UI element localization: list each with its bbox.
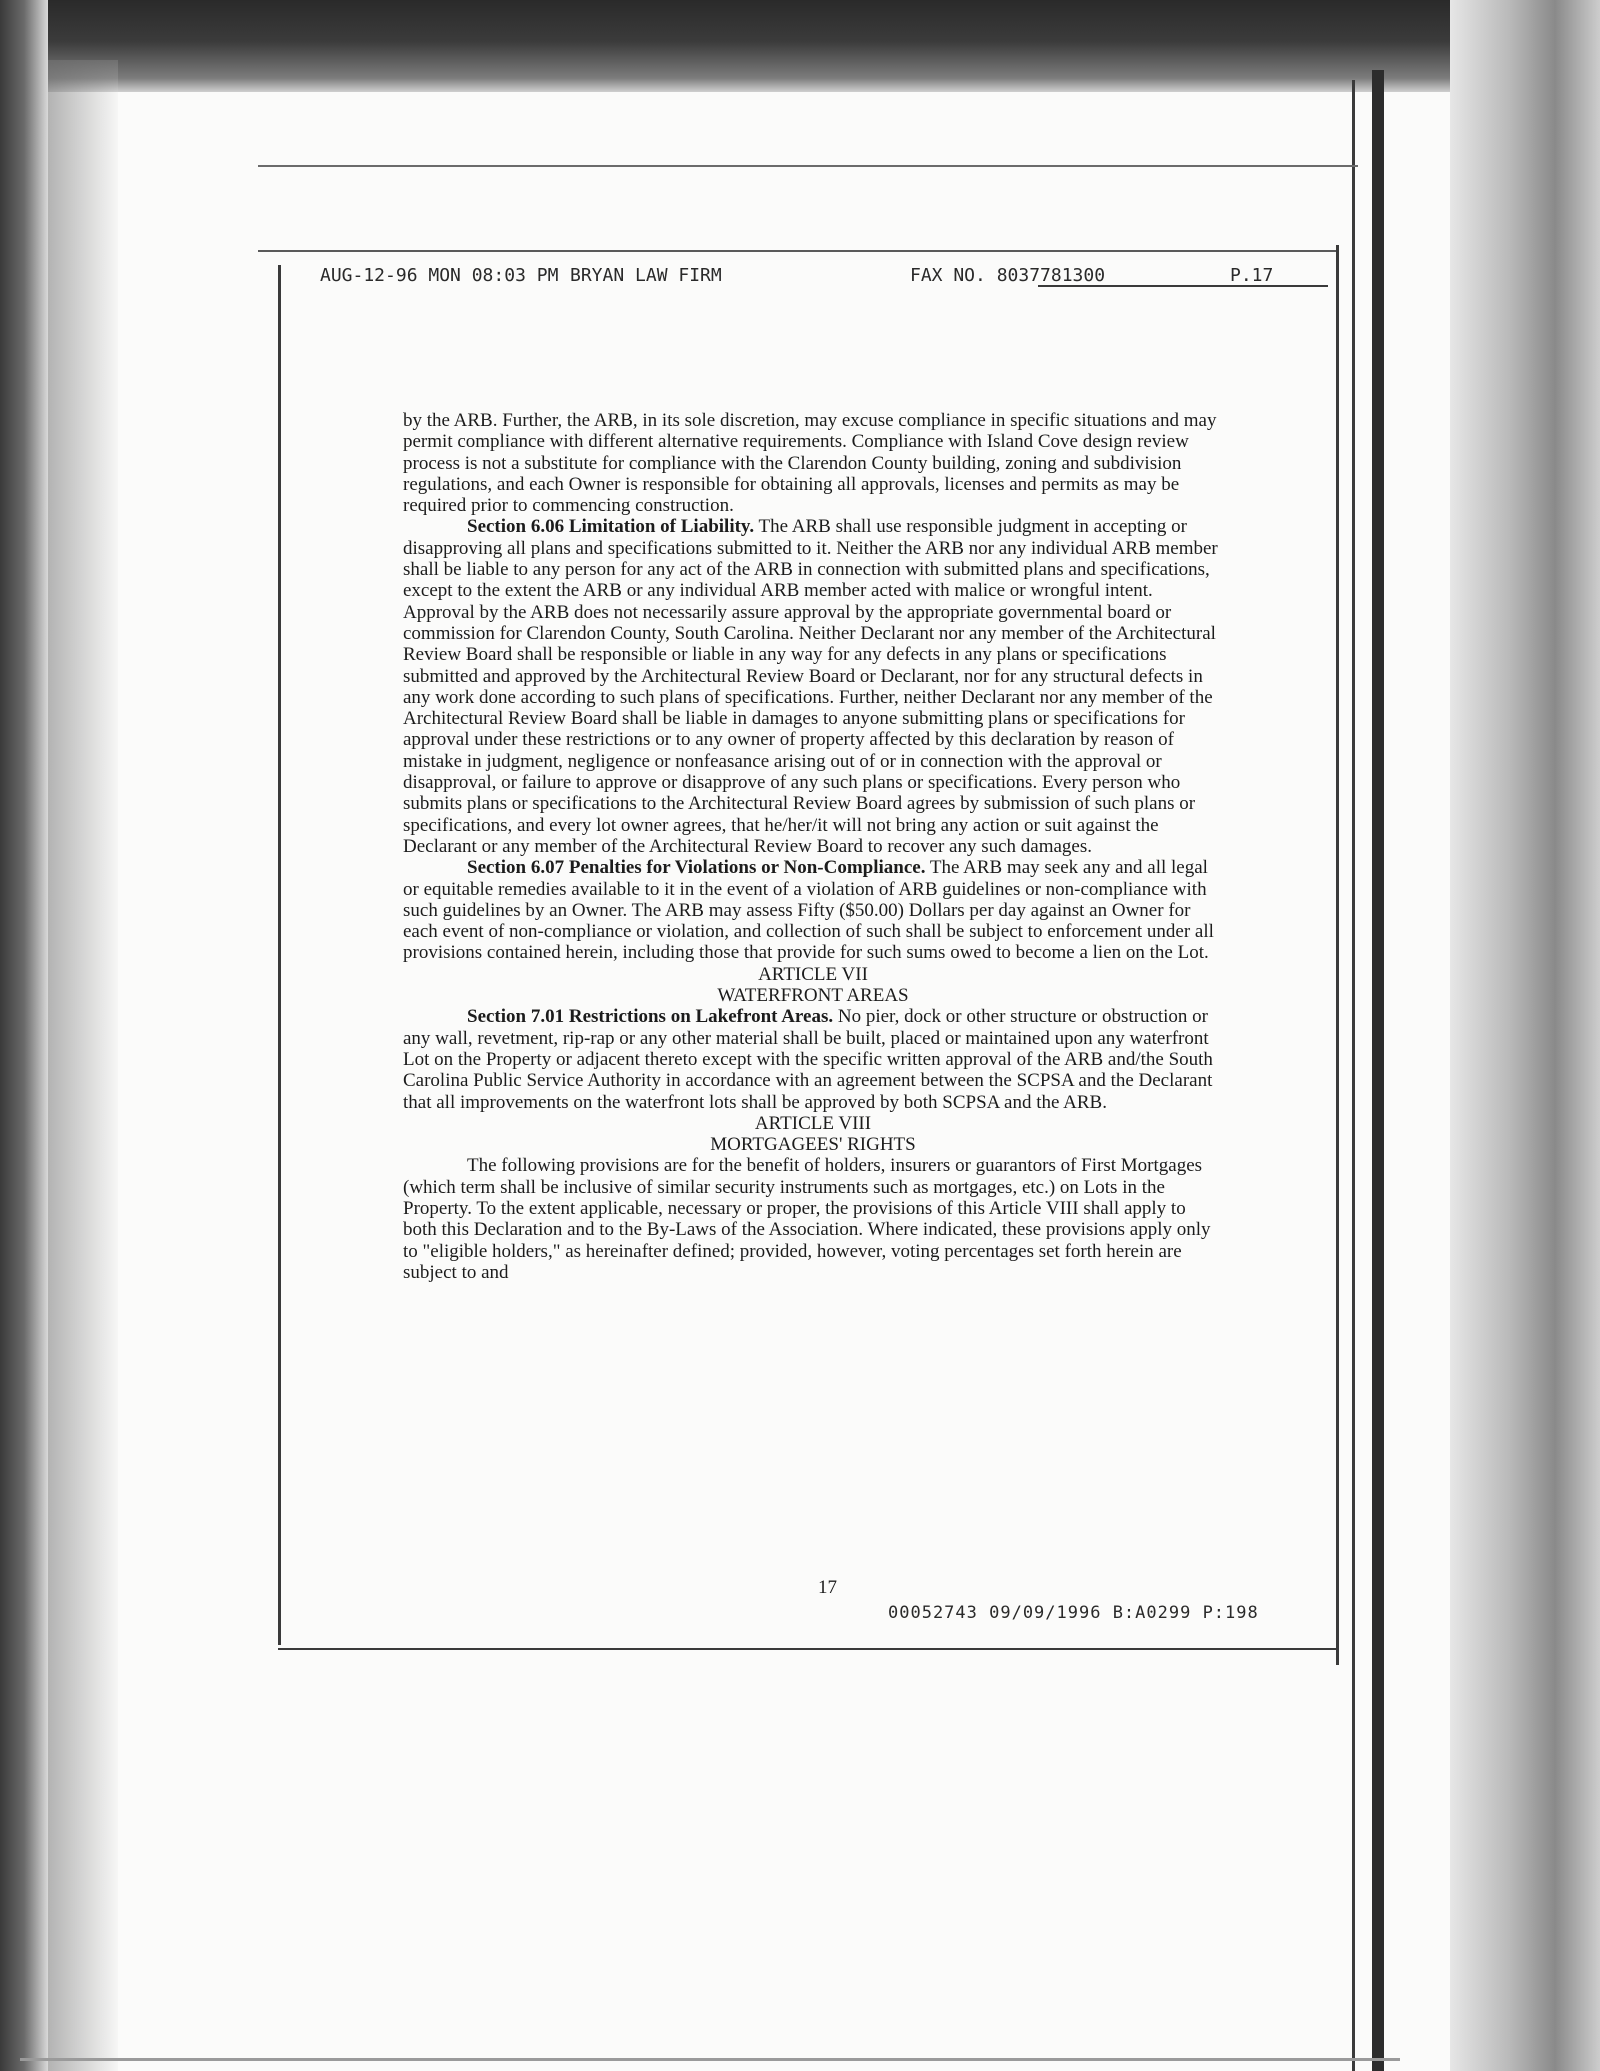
- section-6-07-heading: Section 6.07 Penalties for Violations or Non-Compliance.: [467, 857, 926, 879]
- article-8-paragraph: The following provisions are for the benefit of holders, insurers or guarantors of First Mortgages (which term shall be inclusive of similar security instruments such as mortgages, etc.) on Lots in the Property. To the extent applicable, necessary or proper, the provisions of this Article VIII shall apply to both this Declaration and to the By-Laws of the Association. Where indicated, these provisions apply only to "eligible holders," as hereinafter defined; provided, however, voting percentages set forth herein are subject to and: [403, 1155, 1211, 1283]
- fax-top-rule: [258, 165, 1358, 167]
- scan-left-gradient: [48, 60, 118, 2071]
- section-7-01-text: No pier, dock or other structure or obstruction or any wall, revetment, rip-rap or any other material shall be built, placed or maintained upon any waterfront Lot on the Property or adjacent thereto except with the specific written approval of the ARB and/the South Carolina Public Service Authority in accordance with an agreement between the SCPSA and the Declarant that all improvements on the waterfront lots shall be approved by both SCPSA and the ARB.: [403, 1006, 1213, 1113]
- scan-top-shadow: [0, 0, 1600, 92]
- paragraph-arb-continuation: by the ARB. Further, the ARB, in its sole discretion, may excuse compliance in specific situations and may permit compliance with different alternative requirements. Compliance with Island Cove design review process is not a substitute for compliance with the Clarendon County building, zoning and subdivision regulations, and each Owner is responsible for obtaining all approvals, licenses and permits as may be required prior to commencing construction.: [403, 410, 1217, 517]
- section-6-07: [403, 857, 1223, 963]
- section-7-01-heading: Section 7.01 Restrictions on Lakefront Areas.: [467, 1006, 834, 1028]
- article-7-title: ARTICLE VII: [758, 963, 868, 985]
- document-body: [403, 410, 1223, 1283]
- scan-right-border-thin: [1352, 80, 1355, 2071]
- fax-page-number: P.17: [1230, 265, 1274, 286]
- article-7-subtitle: WATERFRONT AREAS: [717, 985, 909, 1007]
- fax-sender: BRYAN LAW FIRM: [570, 265, 722, 286]
- section-6-06-heading: Section 6.06 Limitation of Liability.: [467, 516, 755, 538]
- section-6-06-text: The ARB shall use responsible judgment in accepting or disapproving all plans and specifications submitted to it. Neither the ARB nor any individual ARB member shall be liable to any person for any act of the ARB in connection with submitted plans and specifications, except to the extent the ARB or any individual ARB member acted with malice or wrongful intent. Approval by the ARB does not necessarily assure approval by the appropriate governmental board or commission for Clarendon County, South Carolina. Neither Declarant nor any member of the Architectural Review Board shall be responsible or liable in any way for any defects in any plans or specifications submitted and approved by the Architectural Review Board or Declarant, nor for any structural defects in any work done according to such plans of specifications. Further, neither Declarant nor any member of the Architectural Review Board shall be liable in damages to anyone submitting plans or specifications for approval under these restrictions or to any owner of property affected by this declaration by reason of mistake in judgment, negligence or nonfeasance arising out of or in connection with the approval or disapproval, or failure to approve or disapprove of any such plans or specifications. Every person who submits plans or specifications to the Architectural Review Board agrees by submission of such plans or specifications, and every lot owner agrees, that he/her/it will not bring any action or suit against the Declarant or any member of the Architectural Review Board to recover any such damages.: [403, 516, 1218, 857]
- fax-bottom-rule: [278, 1648, 1338, 1650]
- recording-stamp: 00052743 09/09/1996 B:A0299 P:198: [888, 1603, 1259, 1623]
- section-7-01: [403, 1006, 1223, 1112]
- fax-right-rule: [1336, 245, 1339, 1665]
- fax-top-rule-lower: [258, 250, 1338, 252]
- article-8-title: ARTICLE VIII: [754, 1112, 872, 1134]
- fax-page: [258, 165, 1348, 1645]
- section-6-06: [403, 516, 1223, 857]
- page-number: 17: [818, 1577, 837, 1598]
- section-6-07-text: The ARB may seek any and all legal or equitable remedies available to it in the event of a violation of ARB guidelines or non-compliance with such guidelines by an Owner. The ARB may assess Fifty ($50.00) Dollars per day against an Owner for each event of non-compliance or violation, and collection of such shall be subject to enforcement under all provisions contained herein, including those that provide for such sums owed to become a lien on the Lot.: [403, 857, 1214, 964]
- fax-datetime: AUG-12-96 MON 08:03 PM: [320, 265, 559, 286]
- fax-left-rule: [278, 265, 281, 1645]
- scan-right-border: [1372, 70, 1384, 2071]
- scan-left-shadow: [0, 0, 48, 2071]
- scan-right-shadow: [1450, 0, 1600, 2071]
- fax-number: FAX NO. 8037781300: [910, 265, 1106, 286]
- article-8-subtitle: MORTGAGEES' RIGHTS: [710, 1134, 916, 1156]
- scan-bottom-line: [20, 2058, 1400, 2061]
